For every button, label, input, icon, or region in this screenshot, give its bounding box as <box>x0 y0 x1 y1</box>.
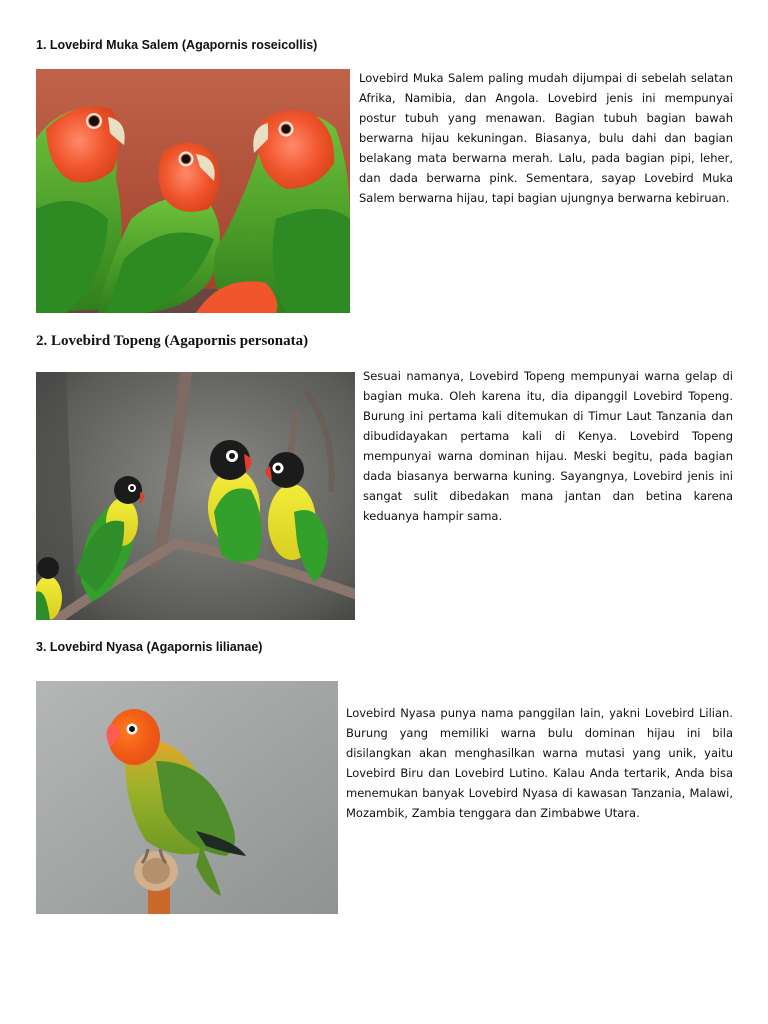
section-2-heading: 2. Lovebird Topeng (Agapornis personata) <box>36 333 309 349</box>
peach-faced-lovebirds-photo <box>36 69 350 313</box>
section-2-paragraph: Sesuai namanya, Lovebird Topeng mempunyai warna gelap di bagian muka. Oleh karena itu, dia dipanggil Lovebird Topeng. Burung ini pertama kali ditemukan di Timur Laut Tanzania dan dibudidayakan pertama kali di Kenya. Lovebird Topeng mempunyai warna dominan hijau. Meski begitu, pada bagian dada biasanya berwarna kuning. Sayangnya, Lovebird jenis ini sangat sulit dibedakan mana jantan dan betina karena keduanya hampir sama. <box>363 369 733 523</box>
section-3-heading: 3. Lovebird Nyasa (Agapornis lilianae) <box>36 640 263 654</box>
masked-lovebirds-on-branch-photo <box>36 372 355 620</box>
nyasa-lovebird-on-perch-photo <box>36 681 338 914</box>
section-1-paragraph: Lovebird Muka Salem paling mudah dijumpai di sebelah selatan Afrika, Namibia, dan Angola. Lovebird jenis ini mempunyai postur tubuh yang menawan. Bagian tubuh bagian bawah berwarna hijau kekuningan. Biasanya, bulu dahi dan bagian belakang mata berwarna merah. Lalu, pada bagian pipi, leher, dan dada berwarna pink. Sementara, sayap Lovebird Muka Salem berwarna hijau, tapi bagian ujungnya berwarna kebiruan. <box>359 71 733 205</box>
section-3-paragraph: Lovebird Nyasa punya nama panggilan lain, yakni Lovebird Lilian. Burung yang memiliki warna bulu dominan hijau ini bila disilangkan akan menghasilkan warna mutasi yang unik, yaitu Lovebird Biru dan Lovebird Lutino. Kalau Anda tertarik, Anda bisa menemukan banyak Lovebird Nyasa di kawasan Tanzania, Malawi, Mozambik, Zambia tenggara dan Zimbabwe Utara. <box>346 706 733 820</box>
section-1-heading: 1. Lovebird Muka Salem (Agapornis roseicollis) <box>36 38 318 52</box>
